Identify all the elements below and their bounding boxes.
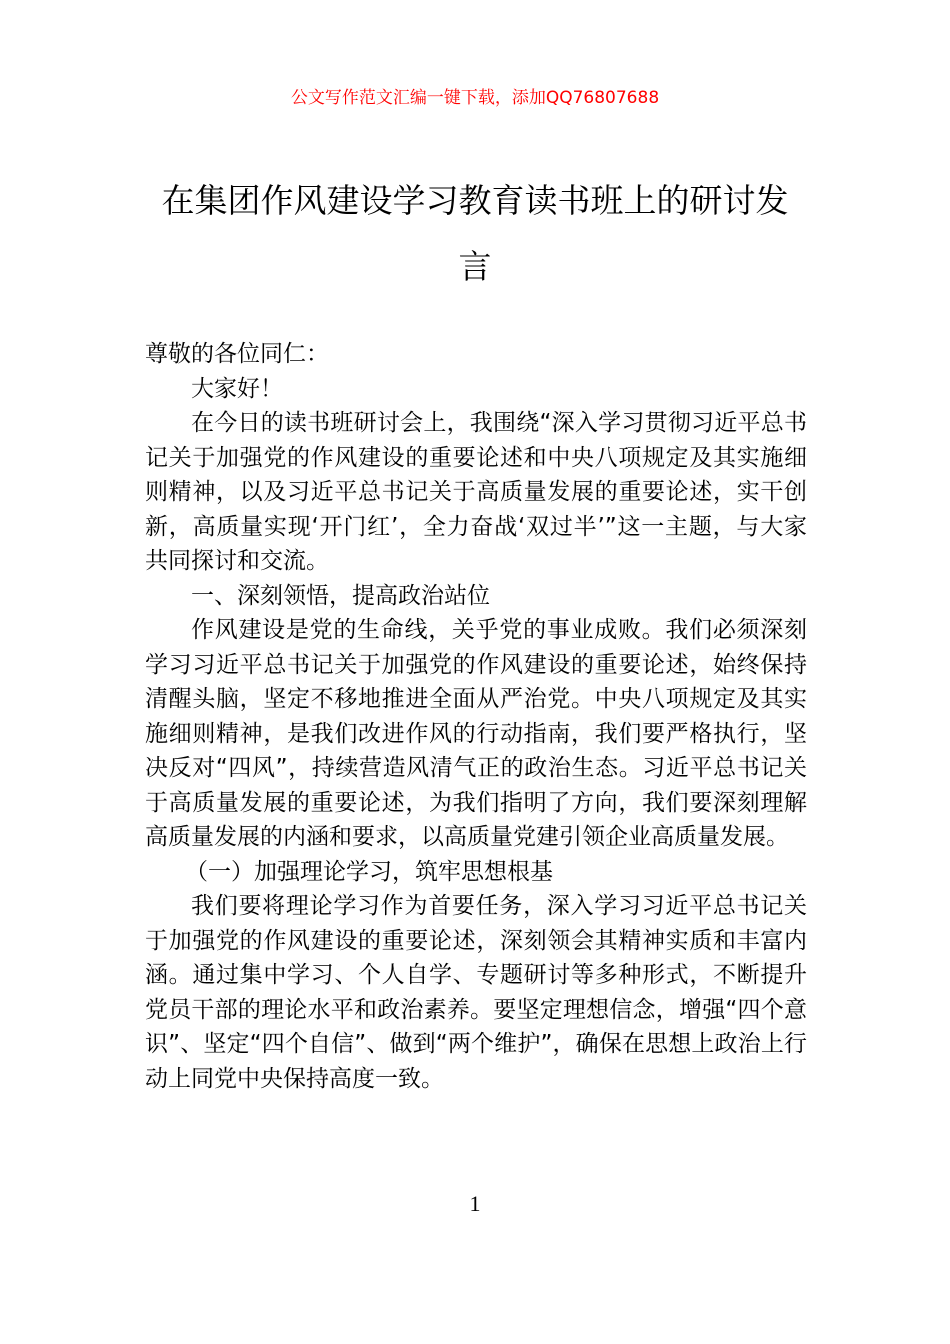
salutation: 尊敬的各位同仁： [145, 341, 329, 367]
subsection-heading-1: （一）加强理论学习，筑牢思想根基 [185, 858, 553, 885]
page-number: 1 [469, 1191, 481, 1216]
document-body [145, 337, 807, 1096]
section-1-paragraph: 作风建设是党的生命线，关乎党的事业成败。我们必须深刻学习习近平总书记关于加强党的作风建设的重要论述，始终保持清醒头脑，坚定不移地推进全面从严治党。中央八项规定及其实施细则精神，是我们改进作风的行动指南，我们要严格执行，坚决反对“四风”，持续营造风清气正的政治生态。习近平总书记关于高质量发展的重要论述，为我们指明了方向，我们要深刻理解高质量发展的内涵和要求，以高质量党建引领企业高质量发展。 [145, 617, 807, 850]
header-download-note: 公文写作范文汇编一键下载，添加QQ76807688 [290, 88, 660, 108]
greeting: 大家好！ [191, 375, 283, 402]
intro-paragraph: 在今日的读书班研讨会上，我围绕“深入学习贯彻习近平总书记关于加强党的作风建设的重要论述和中央八项规定及其实施细则精神，以及习近平总书记关于高质量发展的重要论述，实干创新，高质量实现‘开门红’，全力奋战‘双过半’”这一主题，与大家共同探讨和交流。 [145, 410, 807, 574]
section-heading-1: 一、深刻领悟，提高政治站位 [191, 582, 490, 609]
document-title: 在集团作风建设学习教育读书班上的研讨发言 [161, 181, 789, 286]
subsection-1-paragraph: 我们要将理论学习作为首要任务，深入学习习近平总书记关于加强党的作风建设的重要论述，深刻领会其精神实质和丰富内涵。通过集中学习、个人自学、专题研讨等多种形式，不断提升党员干部的理论水平和政治素养。要坚定理想信念，增强“四个意识”、坚定“四个自信”、做到“两个维护”，确保在思想上政治上行动上同党中央保持高度一致。 [145, 893, 807, 1092]
